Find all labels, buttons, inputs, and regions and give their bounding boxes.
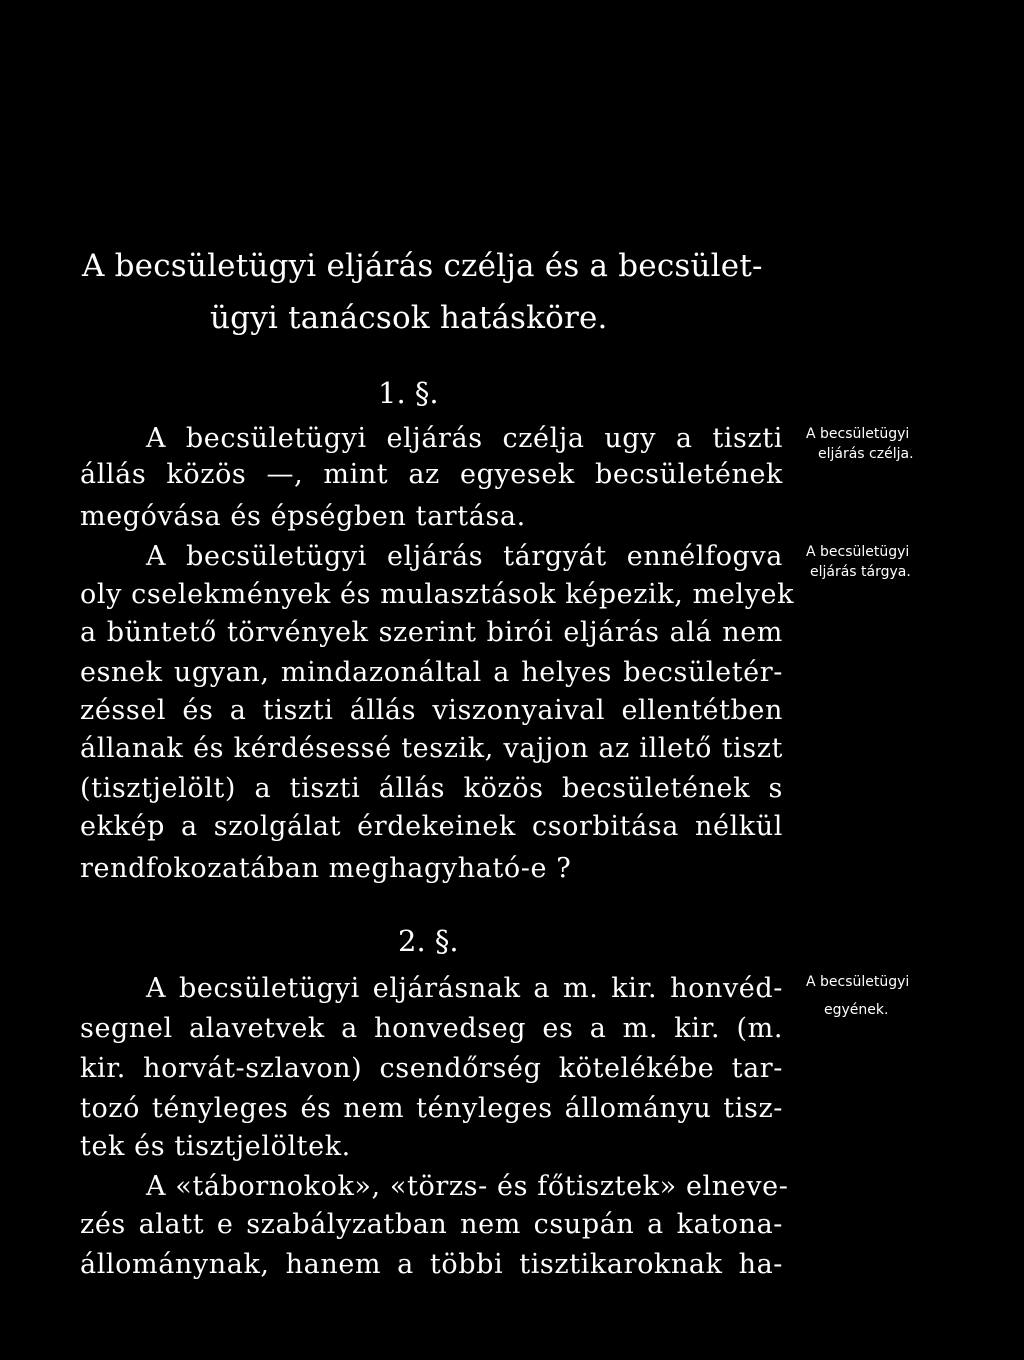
paragraph-line: ekkép a szolgálat érdekeinek csorbitása nélkül — [80, 811, 783, 842]
paragraph-line: tek és tisztjelöltek. — [80, 1131, 351, 1162]
paragraph-line: állanak és kérdésessé teszik, vajjon az illető tiszt — [80, 733, 783, 764]
paragraph-line: állás közös —, mint az egyesek becsületének — [80, 459, 783, 490]
margin-note-line: A becsületügyi — [806, 426, 910, 442]
paragraph-line: tozó tényleges és nem tényleges állományu tisz- — [80, 1093, 783, 1124]
paragraph-line: állománynak, hanem a többi tisztikaroknak ha- — [80, 1249, 783, 1280]
chapter-title-line-2: ügyi tanácsok hatásköre. — [210, 300, 608, 336]
paragraph-line: megóvása és épségben tartása. — [80, 501, 526, 532]
paragraph-line: rendfokozatában meghagyható-e ? — [80, 853, 572, 884]
paragraph-line: a büntető törvények szerint birói eljárás alá nem — [80, 617, 783, 648]
margin-note-line: eljárás tárgya. — [810, 564, 911, 580]
margin-note-purpose — [806, 424, 914, 464]
paragraph-line: segnel alavetvek a honvedseg es a m. kir. (m. — [80, 1013, 783, 1044]
paragraph-line: A becsületügyi eljárás tárgyát ennélfogva — [146, 541, 783, 572]
paragraph-line: kir. horvát-szlavon) csendőrség kötelékébe tar- — [80, 1053, 783, 1084]
margin-note-line: A becsületügyi — [806, 974, 910, 990]
section-1-heading: 1. §. — [378, 376, 439, 410]
paragraph-line: (tisztjelölt) a tiszti állás közös becsületének s — [80, 773, 783, 804]
paragraph-line: A becsületügyi eljárásnak a m. kir. honvéd- — [146, 973, 783, 1004]
paragraph-line: zés alatt e szabályzatban nem csupán a katona- — [80, 1209, 783, 1240]
paragraph-line: zéssel és a tiszti állás viszonyaival ellentétben — [80, 695, 783, 726]
margin-note-line: A becsületügyi — [806, 544, 910, 560]
paragraph-line: A «tábornokok», «törzs- és főtisztek» elneve- — [146, 1171, 789, 1202]
margin-note-persons — [806, 972, 909, 1020]
margin-note-line: egyének. — [824, 1002, 889, 1018]
paragraph-line: A becsületügyi eljárás czélja ugy a tiszti — [146, 423, 783, 454]
paragraph-line: esnek ugyan, mindazonáltal a helyes becsületér- — [80, 657, 783, 688]
margin-note-line: eljárás czélja. — [818, 446, 914, 462]
margin-note-subject — [806, 542, 911, 582]
paragraph-line: oly cselekmények és mulasztások képezik, melyek — [80, 579, 795, 610]
chapter-title-line-1: A becsületügyi eljárás czélja és a becsület- — [82, 248, 763, 284]
section-2-heading: 2. §. — [398, 924, 459, 958]
